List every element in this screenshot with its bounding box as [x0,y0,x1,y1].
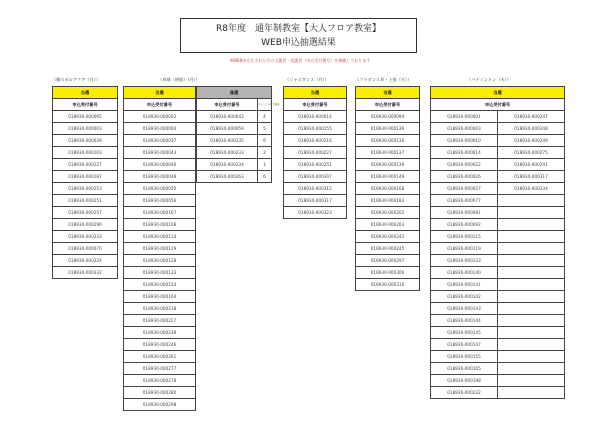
application-number: 018930-000280 [124,387,196,399]
table-row [284,135,347,147]
table-row [124,363,196,375]
application-number: 018930-000046 [124,159,196,171]
table-row [53,111,118,123]
application-number: 018930-000154 [124,279,196,291]
application-number: 018930-000115 [431,231,498,243]
application-number [498,243,565,255]
table-row [431,183,565,195]
table-row [356,267,420,279]
table-row [124,267,196,279]
table-row [431,123,565,135]
table-row [197,135,272,147]
table-row [356,171,420,183]
table-row [431,363,565,375]
table-row [197,111,272,123]
application-number [498,315,565,327]
table-row [124,375,196,387]
application-number: 018930-000129 [124,243,196,255]
application-number: 018930-000059 [197,123,258,135]
application-number [498,363,565,375]
table-row [356,183,420,195]
application-number: 018930-000127 [53,159,118,171]
table-row [284,207,347,219]
application-number: 018930-000092 [431,219,498,231]
table-row [431,195,565,207]
win-header: 当選 [284,87,347,99]
application-number: 018930-000333 [53,231,118,243]
application-number: 018930-000218 [124,303,196,315]
table-row [124,135,196,147]
application-number: 018930-000316 [356,279,420,291]
table-row [197,159,272,171]
table-row [197,147,272,159]
table-row [431,375,565,387]
application-number: 018930-000048 [124,171,196,183]
notice-text: ※WEB申込をされた方の当選者・落選者（申込受付番号）を掲載しております [229,58,371,63]
table-row [124,339,196,351]
application-number: 018930-000137 [356,147,420,159]
table-row [124,171,196,183]
table-row [124,303,196,315]
application-number: 018930-000155 [284,123,347,135]
application-number: 018930-000014 [431,147,498,159]
table-row [431,171,565,183]
table-row [431,255,565,267]
application-number: 018930-000296 [53,219,118,231]
application-number: 018930-000227 [284,147,347,159]
table-row [356,111,420,123]
table-row [356,135,420,147]
table-row [124,387,196,399]
table-row [356,123,420,135]
application-number: 018930-000198 [431,375,498,387]
win-header: 当選 [124,87,196,99]
number-header: 申込受付番号 [431,99,565,111]
application-number: 018930-000108 [124,219,196,231]
results-table [283,86,347,219]
table-row [431,387,565,399]
application-number: 018930-000277 [124,363,196,375]
application-number: 018930-000164 [124,291,196,303]
application-number: 018930-000317 [284,195,347,207]
waitlist-order: 2 [258,147,272,159]
application-number: 018930-000227 [124,315,196,327]
table-row [431,315,565,327]
table-row [53,207,118,219]
table-row [53,159,118,171]
win-header: 当選 [53,87,118,99]
application-number: 018930-000182 [356,195,420,207]
application-number: 018930-000010 [431,135,498,147]
application-number [498,231,565,243]
application-number [498,255,565,267]
table-row [431,303,565,315]
application-number [498,303,565,315]
application-number: 018930-000042 [197,111,258,123]
application-number [498,327,565,339]
table-row [53,219,118,231]
application-number: 018930-000232 [431,387,498,399]
number-header: 申込受付番号 [197,99,258,111]
table-row [124,291,196,303]
application-number: 018930-000275 [498,147,565,159]
category-label: （フラダンスＢ・上級（火）） [355,77,412,82]
application-number: 018930-000141 [431,279,498,291]
application-number: 018930-000239 [124,327,196,339]
table-row [284,111,347,123]
table-row [431,207,565,219]
application-number [498,375,565,387]
application-number: 018930-000004 [124,123,196,135]
waitlist-order: 6 [258,135,272,147]
application-number: 018930-000298 [124,399,196,411]
application-number: 018930-000257 [53,207,118,219]
table-row [53,267,118,279]
table-row [431,219,565,231]
category-label: （脂スポルアクア（月）） [52,77,101,82]
application-number: 018930-000139 [356,159,420,171]
application-number: 018930-000070 [53,243,118,255]
table-row [124,327,196,339]
table-row [124,195,196,207]
application-number: 018930-000140 [431,267,498,279]
table-row [53,123,118,135]
table-row [431,159,565,171]
category-label: （卓球（初級）（月）） [158,77,200,82]
application-number: 018930-000251 [284,159,347,171]
table-row [356,219,420,231]
application-number [498,339,565,351]
application-number: 018930-000022 [431,159,498,171]
application-number [498,291,565,303]
table-row [53,135,118,147]
application-number: 018930-000001 [431,111,498,123]
waitlist-order: 1 [258,159,272,171]
application-number [498,219,565,231]
application-number: 018930-000251 [53,195,118,207]
table-row [431,135,565,147]
table-row [356,195,420,207]
application-number: 018930-000263 [197,171,258,183]
table-row [356,231,420,243]
application-number: 018930-000248 [498,123,565,135]
application-number: 018930-000077 [431,195,498,207]
table-row [124,147,196,159]
table-row [356,159,420,171]
application-number: 018930-000245 [356,243,420,255]
application-number: 018930-000043 [124,147,196,159]
application-number: 018930-000278 [124,375,196,387]
table-row [53,231,118,243]
application-number: 018930-000119 [431,243,498,255]
table-row [284,147,347,159]
title-box [180,18,417,53]
application-number: 018930-000165 [431,363,498,375]
results-table [355,86,420,291]
page-subtitle: WEB申込抽選結果 [261,38,336,48]
application-number: 018930-000247 [498,111,565,123]
application-number: 018930-000065 [53,111,118,123]
application-number: 018930-000202 [356,207,420,219]
table-row [431,147,565,159]
win-header: 当選 [431,87,565,99]
application-number: 018930-000142 [431,291,498,303]
application-number: 018930-000324 [53,255,118,267]
application-number [498,387,565,399]
application-number: 018930-000332 [53,267,118,279]
category-label: （ジャズダンス（月）） [285,77,329,82]
table-row [431,351,565,363]
number-header: 申込受付番号 [124,99,196,111]
table-row [124,279,196,291]
application-number: 018930-000136 [356,135,420,147]
application-number: 018930-000135 [197,135,258,147]
application-number: 018930-000168 [356,183,420,195]
application-number: 018930-000246 [124,339,196,351]
application-number [498,267,565,279]
table-row [431,111,565,123]
application-number: 018930-000145 [431,327,498,339]
application-number: 018930-000014 [284,111,347,123]
application-number: 018930-000003 [431,123,498,135]
table-row [124,111,196,123]
application-number [498,351,565,363]
table-row [284,183,347,195]
application-number: 018930-000133 [124,267,196,279]
application-number: 018930-000323 [284,207,347,219]
application-number: 018930-000147 [431,339,498,351]
table-row [284,171,347,183]
application-number: 018930-000003 [53,123,118,135]
application-number: 018930-000056 [124,195,196,207]
table-row [284,195,347,207]
table-row [356,207,420,219]
application-number: 018930-000107 [124,207,196,219]
page-title: R8年度 通年制教室【大人フロア教室】 [216,24,381,34]
application-number: 018930-000253 [53,183,118,195]
table-row [431,267,565,279]
application-number: 018930-000155 [431,351,498,363]
application-number: 018930-000249 [498,135,565,147]
application-number: 018930-000334 [498,183,565,195]
table-row [124,231,196,243]
application-number: 018930-000114 [124,231,196,243]
wait-header: 落選 [197,87,272,99]
table-row [124,207,196,219]
table-row [124,315,196,327]
application-number: 018930-000026 [431,171,498,183]
win-header: 当選 [356,87,420,99]
table-row [124,123,196,135]
table-row [124,183,196,195]
application-number: 018930-000187 [53,171,118,183]
table-row [431,279,565,291]
waitlist-table [196,86,280,183]
table-row [124,219,196,231]
application-number: 018930-000037 [124,135,196,147]
application-number: 018930-000027 [431,183,498,195]
application-number: 018930-000136 [356,123,420,135]
table-row [124,399,196,411]
application-number: 018930-000203 [356,219,420,231]
application-number: 018930-000234 [197,159,258,171]
category-label: （バドミントン（火）） [467,77,511,82]
application-number: 018930-000312 [284,183,347,195]
application-number: 018930-000306 [356,267,420,279]
table-row [356,243,420,255]
table-row [53,147,118,159]
table-row [356,255,420,267]
application-number: 018930-000233 [197,147,258,159]
table-row [356,147,420,159]
table-row [356,279,420,291]
waitlist-order: 6 [258,171,272,183]
table-row [197,171,272,183]
application-number: 018930-000216 [284,135,347,147]
table-row [124,159,196,171]
results-table [52,86,118,279]
application-number: 018930-000291 [498,159,565,171]
table-row [53,171,118,183]
application-number: 018930-000243 [356,231,420,243]
results-table-two-column [430,86,565,399]
table-row [431,231,565,243]
table-row [53,243,118,255]
application-number: 018930-000261 [124,351,196,363]
application-number [498,195,565,207]
table-row [284,159,347,171]
table-row [431,243,565,255]
table-row [124,243,196,255]
application-number: 018930-000002 [124,111,196,123]
application-number: 018930-000144 [431,315,498,327]
application-number: 018930-000081 [431,207,498,219]
application-number: 018930-000149 [356,171,420,183]
application-number: 018930-000039 [53,135,118,147]
number-header: 申込受付番号 [356,99,420,111]
waitlist-order: 4 [258,111,272,123]
application-number: 018930-000307 [284,171,347,183]
table-row [53,195,118,207]
table-row [53,183,118,195]
application-number: 018930-000094 [356,111,420,123]
application-number [498,279,565,291]
application-number: 018930-000128 [124,255,196,267]
order-header: キャンセル待ち順番 [258,99,272,111]
table-row [53,255,118,267]
application-number: 018930-000103 [53,147,118,159]
application-number: 018930-000133 [431,255,498,267]
table-row [431,291,565,303]
results-table [123,86,196,411]
table-row [197,123,272,135]
application-number: 018930-000317 [498,171,565,183]
table-row [431,339,565,351]
table-row [124,351,196,363]
waitlist-order: 5 [258,123,272,135]
table-row [431,327,565,339]
application-number: 018930-000143 [431,303,498,315]
number-header: 申込受付番号 [284,99,347,111]
number-header: 申込受付番号 [53,99,118,111]
application-number: 018930-000297 [356,255,420,267]
application-number: 018930-000050 [124,183,196,195]
table-row [124,255,196,267]
application-number [498,207,565,219]
table-row [284,123,347,135]
